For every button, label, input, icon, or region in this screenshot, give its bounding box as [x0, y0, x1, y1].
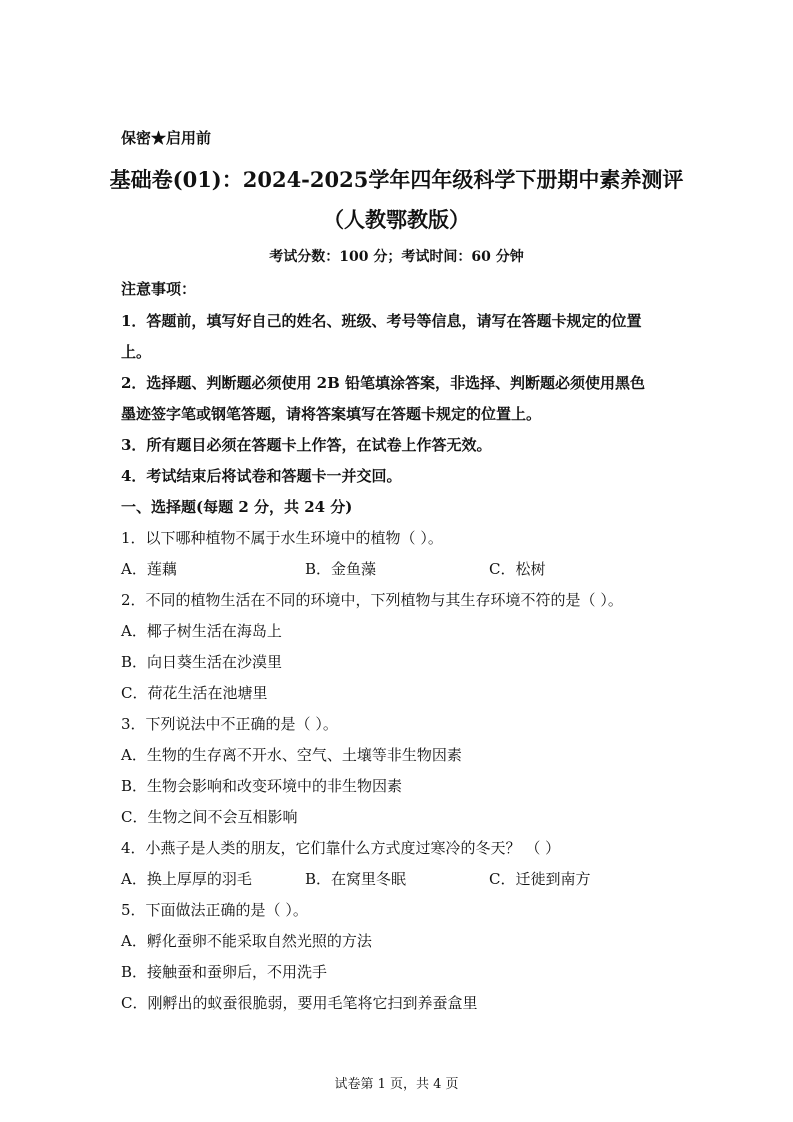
note-item: 2．选择题、判断题必须使用 2B 铅笔填涂答案，非选择、判断题必须使用黑色 [121, 374, 645, 392]
note-item: 3．所有题目必须在答题卡上作答，在试卷上作答无效。 [121, 436, 492, 454]
option-c: C．刚孵出的蚁蚕很脆弱，要用毛笔将它扫到养蚕盒里 [121, 994, 478, 1012]
section-heading: 一、选择题(每题 2 分，共 24 分) [121, 498, 353, 516]
question-stem: 3．下列说法中不正确的是（ ）。 [121, 715, 338, 733]
note-item: 墨迹签字笔或钢笔答题，请将答案填写在答题卡规定的位置上。 [121, 405, 542, 423]
option-a: A．椰子树生活在海岛上 [121, 622, 282, 640]
option-b: B．生物会影响和改变环境中的非生物因素 [121, 777, 403, 795]
page-footer: 试卷第 1 页，共 4 页 [334, 1077, 459, 1092]
option-c: C．生物之间不会互相影响 [121, 808, 298, 826]
option-c: C．松树 [489, 560, 546, 578]
question-stem: 4．小燕子是人类的朋友，它们靠什么方式度过寒冷的冬天？ （ ） [121, 839, 561, 857]
option-a: A．莲藕 [121, 560, 177, 578]
option-a: A．生物的生存离不开水、空气、土壤等非生物因素 [121, 746, 462, 764]
option-a: A．换上厚厚的羽毛 [121, 870, 252, 888]
option-b: B．向日葵生活在沙漠里 [121, 653, 283, 671]
page-subtitle: （人教鄂教版） [323, 207, 470, 232]
option-c: C．荷花生活在池塘里 [121, 684, 268, 702]
option-a: A．孵化蚕卵不能采取自然光照的方法 [121, 932, 372, 950]
option-b: B．金鱼藻 [305, 560, 377, 578]
note-item: 上。 [121, 343, 152, 361]
question-stem: 1．以下哪种植物不属于水生环境中的植物（ ）。 [121, 529, 443, 547]
option-b: B．接触蚕和蚕卵后，不用洗手 [121, 963, 328, 981]
question-stem: 5．下面做法正确的是（ ）。 [121, 901, 308, 919]
note-item: 1．答题前，填写好自己的姓名、班级、考号等信息，请写在答题卡规定的位置 [121, 312, 642, 330]
note-item: 4．考试结束后将试卷和答题卡一并交回。 [121, 467, 402, 485]
confidential-label: 保密★启用前 [121, 129, 212, 147]
notes-heading: 注意事项： [121, 280, 197, 298]
option-b: B．在窝里冬眠 [305, 870, 407, 888]
page-title: 基础卷(01)：2024-2025学年四年级科学下册期中素养测评 [109, 167, 684, 192]
question-stem: 2．不同的植物生活在不同的环境中，下列植物与其生存环境不符的是（ ）。 [121, 591, 623, 609]
exam-info: 考试分数：100 分；考试时间：60 分钟 [269, 249, 524, 265]
option-c: C．迁徙到南方 [489, 870, 591, 888]
